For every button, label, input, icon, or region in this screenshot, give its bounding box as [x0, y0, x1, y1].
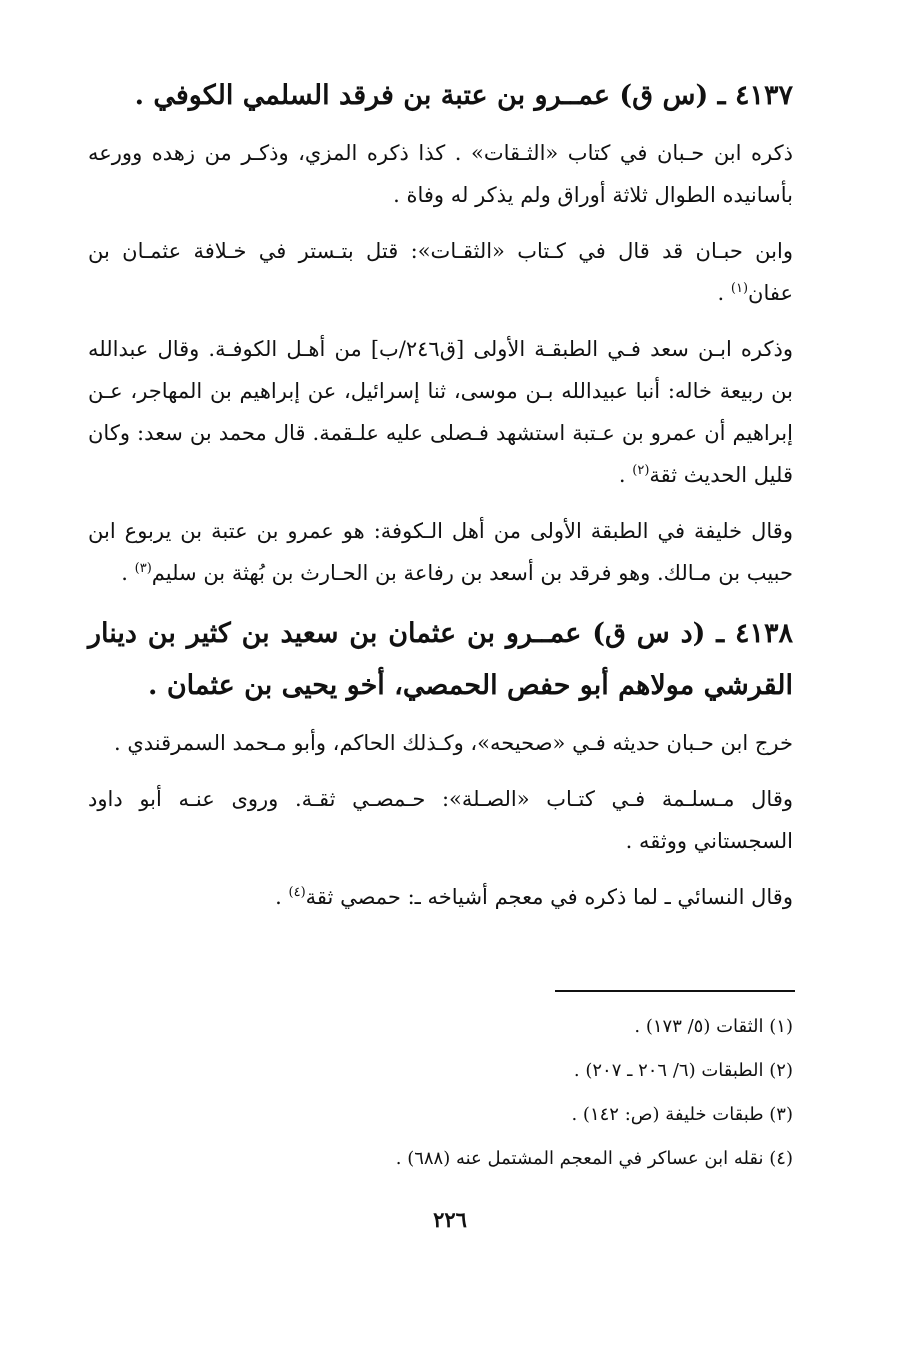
- paragraph-text: وقال النسائي ـ لما ذكره في معجم أشياخه ـ: حمصي ثقة: [305, 885, 793, 909]
- paragraph-text: وابن حبـان قد قال في كـتاب «الثقـات»: قتل بتـستر في خـلافة عثمـان بن عفان: [88, 239, 793, 305]
- footnote: (٢) الطبقات (٦/ ٢٠٦ ـ ٢٠٧) .: [573, 1060, 793, 1081]
- footnotes: [88, 1005, 793, 1181]
- paragraph: [88, 876, 793, 918]
- entry-heading-4137: ٤١٣٧ ـ (س ق) عمــرو بن عتبة بن فرقد السلمي الكوفي .: [134, 80, 793, 111]
- footnote-ref[interactable]: (٤): [288, 885, 306, 900]
- footnote: (١) الثقات (٥/ ١٧٣) .: [634, 1016, 793, 1037]
- paragraph: وقال مـسلـمة فـي كتـاب «الصـلة»: حـمصـي ثقـة. وروى عنـه أبو داود السجستاني ووثقه .: [88, 787, 793, 853]
- paragraph-end: .: [717, 281, 731, 305]
- footnote: (٣) طبقات خليفة (ص: ١٤٢) .: [571, 1104, 793, 1125]
- paragraph-end: .: [618, 463, 633, 487]
- footnote-ref[interactable]: (٣): [134, 561, 152, 576]
- paragraph: [88, 230, 793, 314]
- page-number: ٢٢٦: [433, 1207, 467, 1232]
- footnote: (٤) نقله ابن عساكر في المعجم المشتمل عنه (٦٨٨) .: [395, 1148, 793, 1169]
- entry-heading-4138: ٤١٣٨ ـ (د س ق) عمــرو بن عثمان بن سعيد بن كثير بن دينار القرشي مولاهم أبو حفص الحمصي، أخو يحيى بن عثمان .: [88, 618, 793, 701]
- paragraph-text: وقال خليفة في الطبقة الأولى من أهل الـكوفة: هو عمرو بن عتبة بن يربوع ابن حبيب بن مـالك. وهو فرقد بن أسعد بن رفاعة بن الحـارث بن بُهثة بن سليم: [88, 519, 793, 585]
- footnote-ref[interactable]: (٢): [632, 463, 650, 478]
- main-text: [88, 70, 793, 932]
- footnote-ref[interactable]: (١): [730, 281, 749, 296]
- paragraph: [88, 328, 793, 496]
- paragraph: خرج ابن حـبان حديثه فـي «صحيحه»، وكـذلك الحاكم، وأبو مـحمد السمرقندي .: [113, 731, 793, 755]
- footnote-divider: [555, 990, 795, 992]
- paragraph: ذكره ابن حـبان في كتاب «الثـقات» . كذا ذكره المزي، وذكـر من زهده وورعه بأسانيده الطوال ثلاثة أوراق ولم يذكر له وفاة .: [88, 141, 793, 207]
- paragraph-text: وذكره ابـن سعد فـي الطبقـة الأولى [ق٢٤٦/ب] من أهـل الكوفـة. وقال عبدالله بن ربيعة خاله: أنبا عبيدالله بـن موسى، ثنا إسرائيل، عن إبراهيم بن المهاجر، عـن إبراهيم أن عمرو بن عـتبة استشهد فـصلى عليه علـقمة. قال محمد بن سعد: وكان قليل الحديث ثقة: [88, 337, 793, 487]
- paragraph-end: .: [121, 561, 135, 585]
- paragraph: [88, 510, 793, 594]
- paragraph-end: .: [275, 885, 289, 909]
